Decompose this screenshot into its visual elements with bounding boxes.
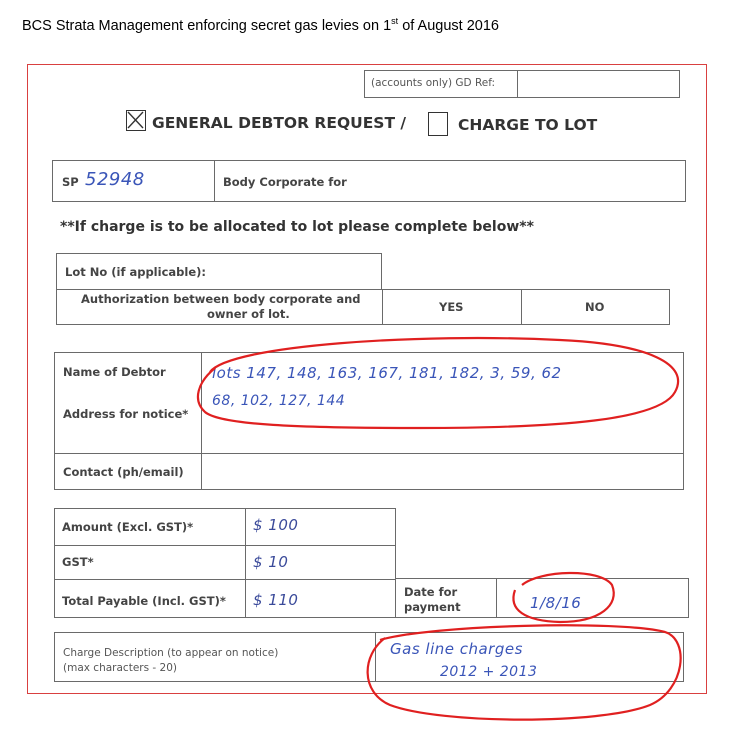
lot-note: **If charge is to be allocated to lot please complete below** <box>60 219 534 235</box>
address-value: 68, 102, 127, 144 <box>212 393 346 409</box>
sp-value: 52948 <box>85 169 145 190</box>
date-for-label: Date for <box>404 585 458 599</box>
address-label: Address for notice* <box>63 407 189 421</box>
date-payment-label: payment <box>404 600 461 614</box>
total-value: $ 110 <box>253 591 299 609</box>
gst-label: GST* <box>62 555 94 569</box>
charge-desc-label-2: (max characters - 20) <box>63 662 177 674</box>
yes-option[interactable]: YES <box>439 300 464 314</box>
charge-desc-label-1: Charge Description (to appear on notice) <box>63 647 279 659</box>
accounts-ref-label: (accounts only) GD Ref: <box>371 77 496 89</box>
authorization-label-2: owner of lot. <box>207 307 290 321</box>
annotation-charge-ellipse <box>368 625 681 719</box>
body-corporate-label: Body Corporate for <box>223 175 347 189</box>
no-option[interactable]: NO <box>585 300 605 314</box>
name-of-debtor-label: Name of Debtor <box>63 365 166 379</box>
authorization-label: Authorization between body corporate and <box>81 292 361 306</box>
amount-label: Amount (Excl. GST)* <box>62 520 194 534</box>
lot-no-label: Lot No (if applicable): <box>65 265 206 279</box>
name-of-debtor-value: lots 147, 148, 163, 167, 181, 182, 3, 59, 62 <box>212 364 562 382</box>
gst-value: $ 10 <box>253 553 289 571</box>
total-label: Total Payable (Incl. GST)* <box>62 594 226 608</box>
amount-value: $ 100 <box>253 516 299 534</box>
charge-to-lot-title: CHARGE TO LOT <box>458 116 598 134</box>
date-value: 1/8/16 <box>530 594 582 612</box>
charge-desc-value-1: Gas line charges <box>390 640 523 658</box>
charge-desc-value-2: 2012 + 2013 <box>440 664 538 680</box>
page-headline: BCS Strata Management enforcing secret gas levies on 1st of August 2016 <box>22 16 499 34</box>
sp-label: SP <box>62 175 79 189</box>
general-debtor-title: GENERAL DEBTOR REQUEST / <box>152 114 407 132</box>
annotation-debtor-ellipse <box>198 338 678 428</box>
contact-label: Contact (ph/email) <box>63 465 184 479</box>
annotation-date-ellipse <box>513 573 613 622</box>
